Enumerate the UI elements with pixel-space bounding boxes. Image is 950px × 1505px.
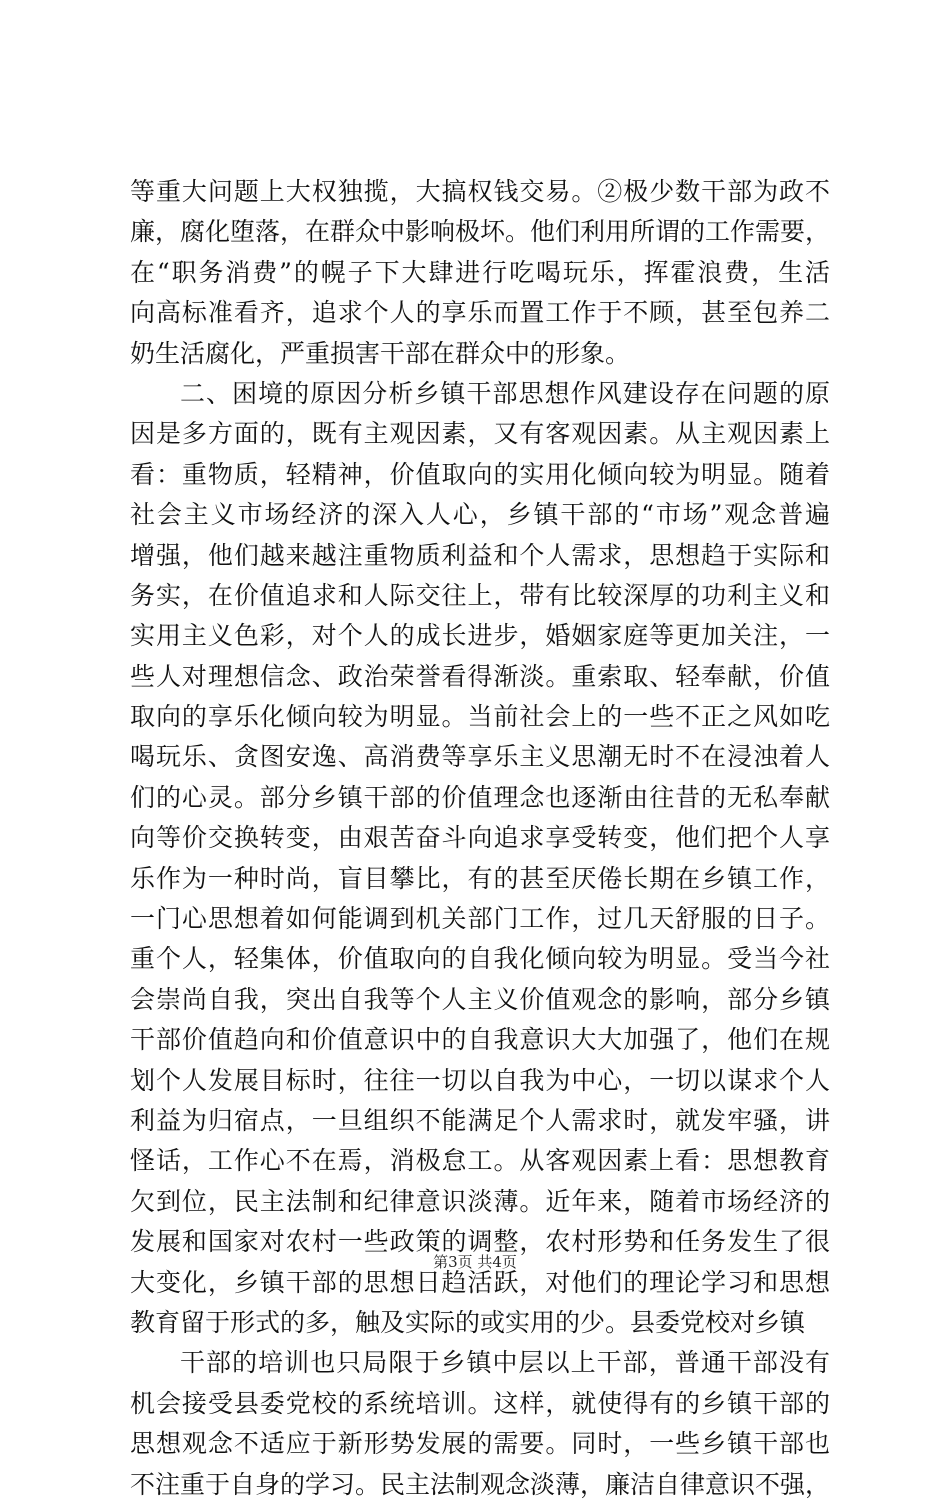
text-line: 干部价值趋向和价值意识中的自我意识大大加强了，他们在规 — [130, 1025, 830, 1055]
text-line: 务实，在价值追求和人际交往上，带有比较深厚的功利主义和 — [130, 580, 830, 610]
text-line: 干部的培训也只局限于乡镇中层以上干部，普通干部没有 — [180, 1348, 830, 1378]
text-line: 乐作为一种时尚，盲目攀比，有的甚至厌倦长期在乡镇工作， — [130, 863, 830, 893]
text-line: 看：重物质，轻精神，价值取向的实用化倾向较为明显。随着 — [130, 459, 830, 489]
text-line: 怪话，工作心不在焉，消极怠工。从客观因素上看：思想教育 — [130, 1146, 830, 1176]
text-line: 重个人，轻集体，价值取向的自我化倾向较为明显。受当今社 — [130, 944, 830, 974]
text-line: 教育留于形式的多，触及实际的或实用的少。县委党校对乡镇 — [130, 1307, 806, 1337]
text-line: 二、困境的原因分析乡镇干部思想作风建设存在问题的原 — [180, 378, 830, 408]
text-line: 些人对理想信念、政治荣誉看得渐淡。重索取、轻奉献，价值 — [130, 661, 830, 691]
text-line: 实用主义色彩，对个人的成长进步，婚姻家庭等更加关注，一 — [130, 621, 830, 651]
text-line: 增强，他们越来越注重物质利益和个人需求，思想趋于实际和 — [130, 540, 830, 570]
text-line: 在“职务消费”的幌子下大肆进行吃喝玩乐，挥霍浪费，生活 — [130, 257, 830, 287]
text-line: 思想观念不适应于新形势发展的需要。同时，一些乡镇干部也 — [130, 1429, 830, 1459]
body-text — [130, 172, 830, 1505]
text-line: 利益为归宿点，一旦组织不能满足个人需求时，就发牢骚，讲 — [130, 1105, 830, 1135]
text-line: 喝玩乐、贪图安逸、高消费等享乐主义思潮无时不在浸浊着人 — [130, 742, 830, 772]
text-line: 向高标准看齐，追求个人的享乐而置工作于不顾，甚至包养二 — [130, 298, 830, 328]
text-line: 发展和国家对农村一些政策的调整，农村形势和任务发生了很 — [130, 1227, 830, 1257]
text-line: 奶生活腐化，严重损害干部在群众中的形象。 — [130, 338, 631, 368]
text-line: 等重大问题上大权独揽，大搞权钱交易。②极少数干部为政不 — [130, 177, 830, 206]
text-line: 一门心思想着如何能调到机关部门工作，过几天舒服的日子。 — [130, 904, 830, 934]
text-line: 欠到位，民主法制和纪律意识淡薄。近年来，随着市场经济的 — [130, 1186, 830, 1216]
page-footer: 第3页 共4页 — [433, 1253, 517, 1271]
text-line: 不注重于自身的学习。民主法制观念淡薄，廉洁自律意识不强， — [130, 1469, 831, 1499]
text-line: 大变化，乡镇干部的思想日趋活跃，对他们的理论学习和思想 — [130, 1267, 830, 1297]
text-line: 会崇尚自我，突出自我等个人主义价值观念的影响，部分乡镇 — [130, 984, 830, 1014]
text-line: 社会主义市场经济的深入人心，乡镇干部的“市场”观念普遍 — [130, 500, 830, 530]
text-line: 因是多方面的，既有主观因素，又有客观因素。从主观因素上 — [130, 419, 830, 449]
text-line: 划个人发展目标时，往往一切以自我为中心，一切以谋求个人 — [130, 1065, 830, 1095]
text-line: 机会接受县委党校的系统培训。这样，就使得有的乡镇干部的 — [130, 1388, 830, 1418]
text-line: 们的心灵。部分乡镇干部的价值理念也逐渐由往昔的无私奉献 — [130, 782, 830, 812]
text-line: 廉，腐化堕落，在群众中影响极坏。他们利用所谓的工作需要， — [130, 217, 831, 247]
text-line: 取向的享乐化倾向较为明显。当前社会上的一些不正之风如吃 — [130, 702, 830, 732]
text-line: 向等价交换转变，由艰苦奋斗向追求享受转变，他们把个人享 — [130, 823, 830, 853]
